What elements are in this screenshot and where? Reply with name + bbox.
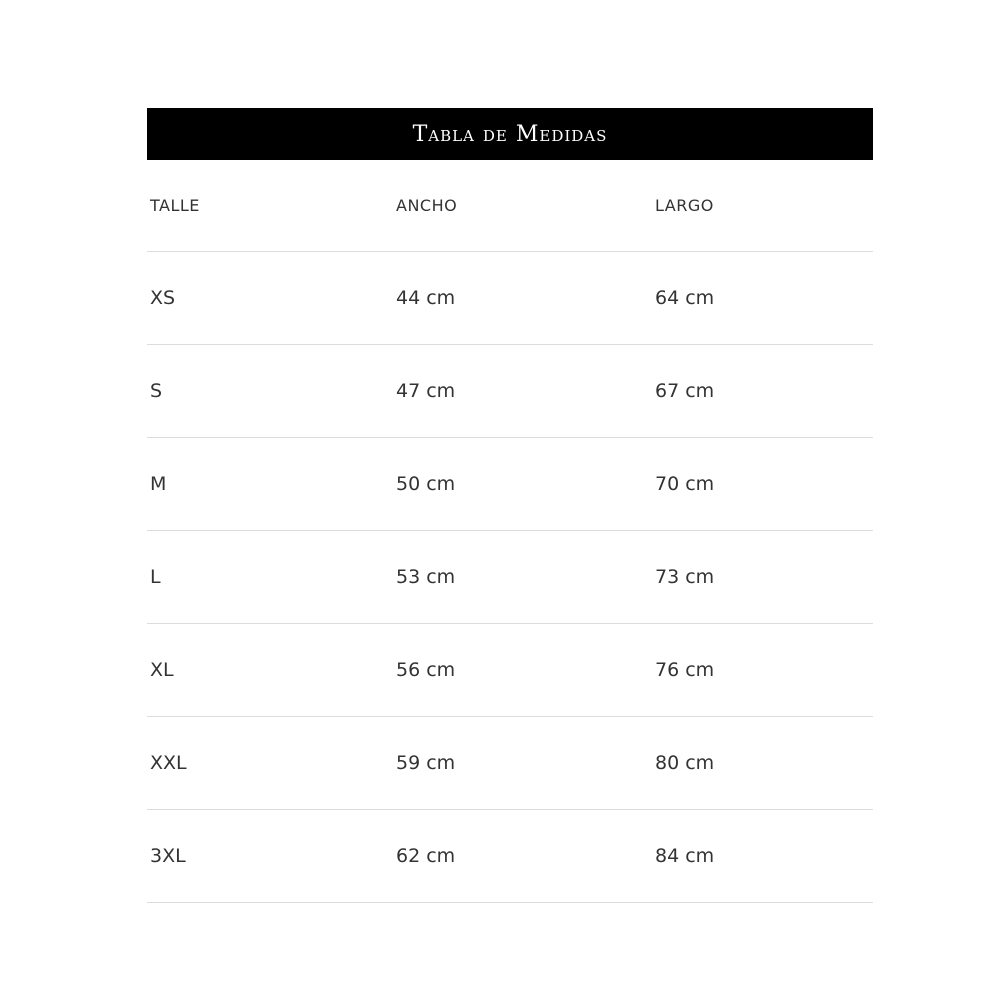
cell-talle: XL	[150, 659, 174, 681]
table-row	[147, 345, 873, 438]
header-talle: TALLE	[150, 196, 200, 215]
cell-largo: 73 cm	[655, 566, 715, 588]
cell-largo: 80 cm	[655, 752, 715, 774]
cell-largo: 64 cm	[655, 287, 715, 309]
table-title: Tabla de Medidas	[147, 108, 873, 160]
header-largo: LARGO	[655, 196, 714, 215]
cell-ancho: 47 cm	[396, 380, 456, 402]
cell-largo: 70 cm	[655, 473, 715, 495]
cell-largo: 67 cm	[655, 380, 715, 402]
cell-talle: XS	[150, 287, 176, 309]
size-table	[147, 108, 873, 903]
table-row	[147, 438, 873, 531]
cell-largo: 76 cm	[655, 659, 715, 681]
header-ancho: ANCHO	[396, 196, 458, 215]
cell-ancho: 56 cm	[396, 659, 456, 681]
cell-ancho: 53 cm	[396, 566, 456, 588]
header-row	[147, 160, 873, 252]
table-row	[147, 624, 873, 717]
cell-ancho: 62 cm	[396, 845, 456, 867]
cell-talle: 3XL	[150, 845, 186, 867]
cell-talle: XXL	[150, 752, 187, 774]
cell-ancho: 44 cm	[396, 287, 456, 309]
cell-ancho: 59 cm	[396, 752, 456, 774]
table-row	[147, 531, 873, 624]
cell-talle: S	[150, 380, 163, 402]
cell-talle: L	[150, 566, 161, 588]
cell-ancho: 50 cm	[396, 473, 456, 495]
cell-largo: 84 cm	[655, 845, 715, 867]
table-row	[147, 717, 873, 810]
table-row	[147, 252, 873, 345]
cell-talle: M	[150, 473, 167, 495]
table-row	[147, 810, 873, 903]
